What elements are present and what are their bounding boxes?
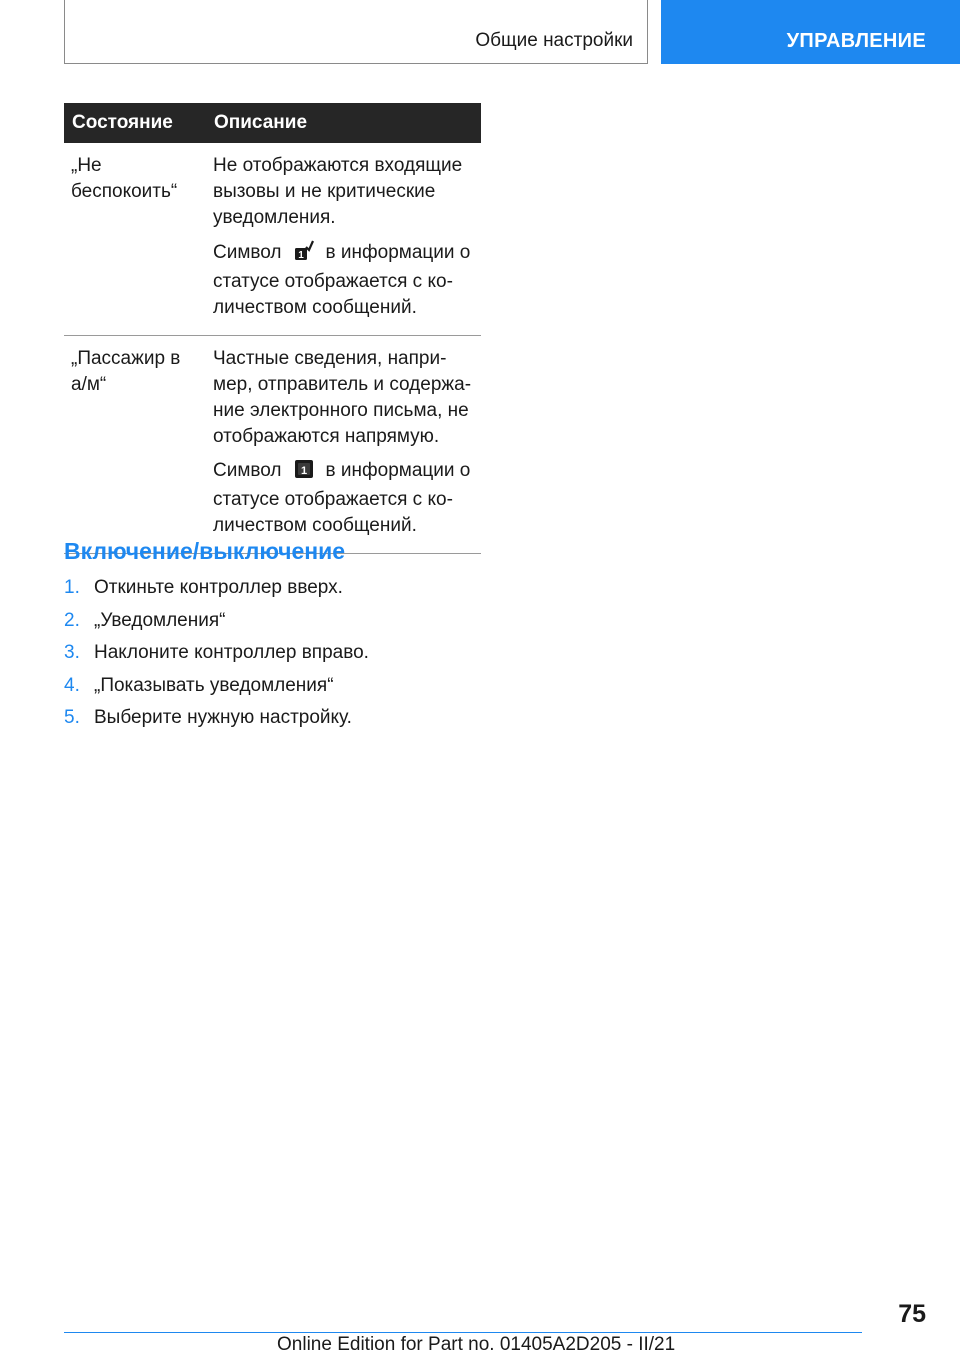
symbol-label: Символ [213, 460, 282, 481]
table-header-row [64, 103, 481, 143]
list-item [64, 605, 369, 638]
header-chapter-title: УПРАВЛЕНИЕ [786, 30, 926, 52]
list-item [64, 637, 369, 670]
header-section-title: Общие настройки [475, 30, 633, 51]
step-text: Откиньте контроллер вверх. [94, 577, 343, 599]
step-text: Наклоните контроллер вправо. [94, 642, 369, 664]
step-number: 3. [64, 642, 80, 664]
page-number: 75 [898, 1300, 926, 1328]
state-cell: „Не беспокоить“ [64, 143, 206, 336]
svg-text:1: 1 [300, 465, 307, 477]
status-table [64, 103, 481, 554]
section-heading: Включение/выключение [64, 538, 346, 564]
symbol-label: Символ [213, 242, 282, 263]
description-text: Частные сведения, например, отправитель и содержание электронного письма, не отображаются напрямую. [213, 348, 472, 447]
svg-text:1: 1 [297, 250, 304, 261]
list-item [64, 670, 369, 703]
footer-edition-text: Online Edition for Part no. 01405A2D205 - II/21 [277, 1334, 676, 1355]
steps-list [64, 572, 369, 735]
step-text: „Уведомления“ [94, 609, 226, 631]
footer-divider [64, 1332, 862, 1333]
notification-mute-icon [294, 239, 314, 269]
step-number: 2. [64, 609, 80, 631]
step-number: 4. [64, 674, 80, 696]
step-text: „Показывать уведомления“ [94, 674, 334, 696]
description-text: Не отображаются входящие вызовы и не критические уведомления. [213, 155, 463, 228]
header-chapter-tab[interactable] [661, 0, 960, 64]
column-header-state: Состояние [64, 103, 206, 143]
step-number: 1. [64, 577, 80, 599]
notification-count-icon [294, 459, 314, 487]
table-row [64, 143, 481, 336]
header-section-box [64, 0, 648, 64]
table-row [64, 336, 481, 554]
step-number: 5. [64, 707, 80, 729]
description-symbol-text [213, 239, 475, 321]
symbol-description: в информации о статусе отображается с количеством сообщений. [213, 460, 471, 536]
column-header-description: Описание [206, 103, 481, 143]
description-cell [206, 336, 481, 554]
list-item [64, 702, 369, 735]
description-cell [206, 143, 481, 336]
description-symbol-text [213, 458, 475, 539]
step-text: Выберите нужную настройку. [94, 707, 352, 729]
list-item [64, 572, 369, 605]
symbol-description: в информации о статусе отображается с количеством сообщений. [213, 242, 471, 318]
state-cell: „Пассажир в а/м“ [64, 336, 206, 554]
